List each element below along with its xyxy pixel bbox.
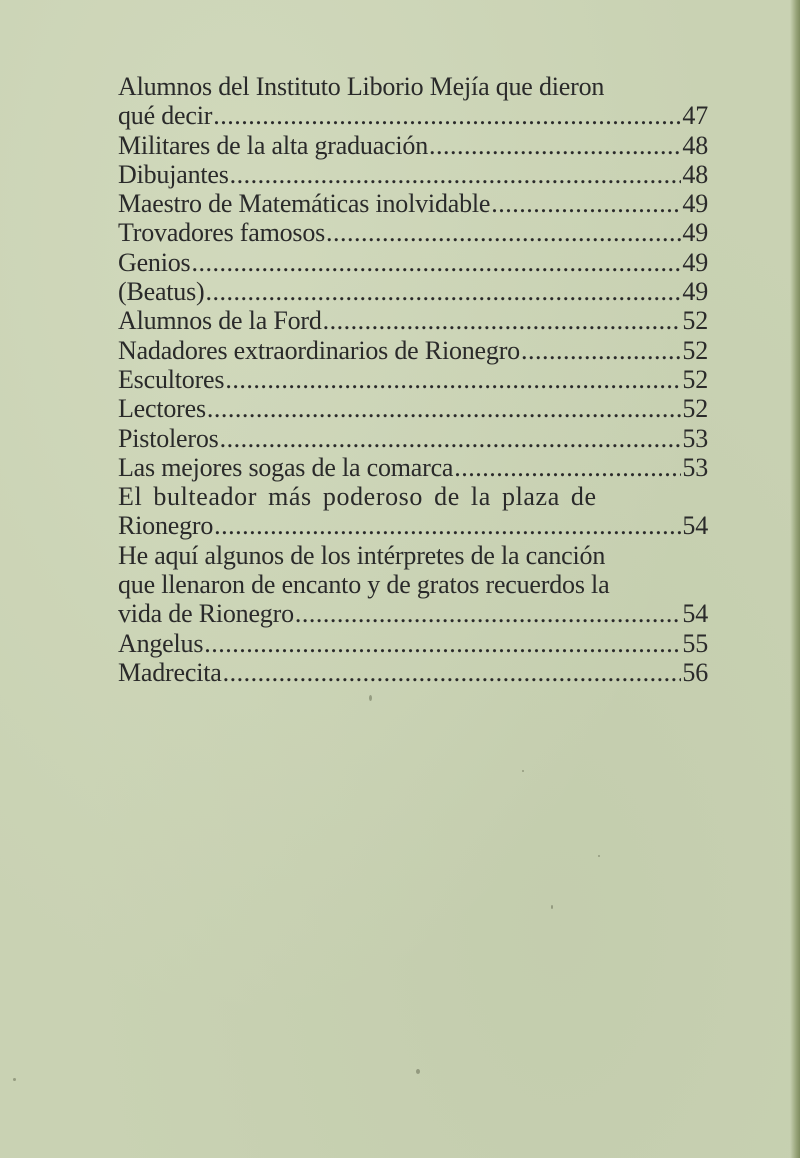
toc-entry-title: Maestro de Matemáticas inolvidable bbox=[118, 189, 491, 219]
dot-leader bbox=[295, 599, 682, 628]
toc-entry-title: Las mejores sogas de la comarca bbox=[118, 452, 454, 482]
toc-entry bbox=[118, 189, 708, 218]
toc-entry-title: Nadadores extraordinarios de Rionegro bbox=[118, 335, 520, 365]
toc-entry bbox=[118, 72, 708, 131]
toc-page-number: 52 bbox=[682, 335, 708, 365]
toc-page-number: 49 bbox=[682, 189, 708, 219]
toc-page-number: 49 bbox=[682, 218, 708, 248]
dot-leader bbox=[220, 424, 682, 453]
paper-speck bbox=[551, 905, 553, 909]
toc-entry-title: Lectores bbox=[118, 394, 206, 424]
toc-entry-title: Rionegro bbox=[118, 511, 214, 541]
toc-entry-line: que llenaron de encanto y de gratos recuerdos la bbox=[118, 570, 610, 600]
toc-entry bbox=[118, 424, 708, 453]
toc-entry-line: He aquí algunos de los intérpretes de la canción bbox=[118, 540, 606, 570]
paper-speck bbox=[416, 1069, 420, 1074]
toc-entry-title: Pistoleros bbox=[118, 423, 219, 453]
toc-entry-title: (Beatus) bbox=[118, 277, 205, 307]
toc-page-number: 52 bbox=[682, 364, 708, 394]
dot-leader bbox=[454, 453, 681, 482]
toc-page-number: 54 bbox=[682, 599, 708, 629]
dot-leader bbox=[204, 629, 681, 658]
toc-entry bbox=[118, 453, 708, 482]
toc-entry bbox=[118, 365, 708, 394]
dot-leader bbox=[323, 306, 682, 335]
toc-entry-title: Alumnos de la Ford bbox=[118, 306, 322, 336]
table-of-contents bbox=[118, 72, 708, 687]
toc-entry bbox=[118, 394, 708, 423]
toc-entry-title: Angelus bbox=[118, 628, 204, 658]
dot-leader bbox=[223, 658, 682, 687]
toc-page-number: 54 bbox=[682, 511, 708, 541]
toc-entry-title: Madrecita bbox=[118, 657, 222, 687]
toc-page-number: 53 bbox=[682, 452, 708, 482]
toc-entry bbox=[118, 160, 708, 189]
dot-leader bbox=[191, 248, 681, 277]
toc-entry-line: El bulteador más poderoso de la plaza de bbox=[118, 482, 597, 512]
paper-speck bbox=[522, 770, 524, 772]
dot-leader bbox=[225, 365, 681, 394]
paper-speck bbox=[598, 855, 600, 857]
toc-entry-title: vida de Rionegro bbox=[118, 599, 294, 629]
dot-leader bbox=[207, 394, 681, 423]
toc-entry bbox=[118, 336, 708, 365]
toc-entry-leader-line bbox=[118, 101, 708, 130]
toc-entry bbox=[118, 277, 708, 306]
toc-entry-leader-line bbox=[118, 511, 708, 540]
toc-entry-title: qué decir bbox=[118, 101, 213, 131]
toc-entry bbox=[118, 658, 708, 687]
toc-entry-title: Escultores bbox=[118, 364, 225, 394]
dot-leader bbox=[429, 131, 681, 160]
dot-leader bbox=[491, 189, 681, 218]
toc-entry bbox=[118, 306, 708, 335]
toc-page-number: 52 bbox=[682, 394, 708, 424]
toc-page-number: 52 bbox=[682, 306, 708, 336]
toc-page-number: 49 bbox=[682, 277, 708, 307]
toc-entry-line: Alumnos del Instituto Liborio Mejía que dieron bbox=[118, 72, 605, 101]
toc-entry bbox=[118, 131, 708, 160]
dot-leader bbox=[326, 218, 681, 247]
toc-entry bbox=[118, 218, 708, 247]
toc-page-number: 48 bbox=[682, 159, 708, 189]
toc-entry bbox=[118, 248, 708, 277]
toc-entry-title: Trovadores famosos bbox=[118, 218, 326, 248]
toc-page-number: 56 bbox=[682, 657, 708, 687]
toc-page-number: 48 bbox=[682, 130, 708, 160]
toc-entry-title: Genios bbox=[118, 247, 191, 277]
toc-page-number: 55 bbox=[682, 628, 708, 658]
toc-page-number: 47 bbox=[682, 101, 708, 131]
dot-leader bbox=[214, 511, 681, 540]
page-edge-shadow bbox=[790, 0, 800, 1158]
toc-entry bbox=[118, 541, 708, 629]
toc-page-number: 49 bbox=[682, 247, 708, 277]
toc-entry-leader-line bbox=[118, 599, 708, 628]
dot-leader bbox=[213, 101, 681, 130]
toc-entry-title: Dibujantes bbox=[118, 159, 229, 189]
dot-leader bbox=[230, 160, 682, 189]
toc-entry-title: Militares de la alta graduación bbox=[118, 130, 429, 160]
toc-entry bbox=[118, 629, 708, 658]
paper-speck bbox=[369, 695, 372, 701]
toc-entry bbox=[118, 482, 708, 541]
toc-page-number: 53 bbox=[682, 423, 708, 453]
dot-leader bbox=[205, 277, 681, 306]
dot-leader bbox=[521, 336, 681, 365]
paper-speck bbox=[13, 1078, 16, 1081]
